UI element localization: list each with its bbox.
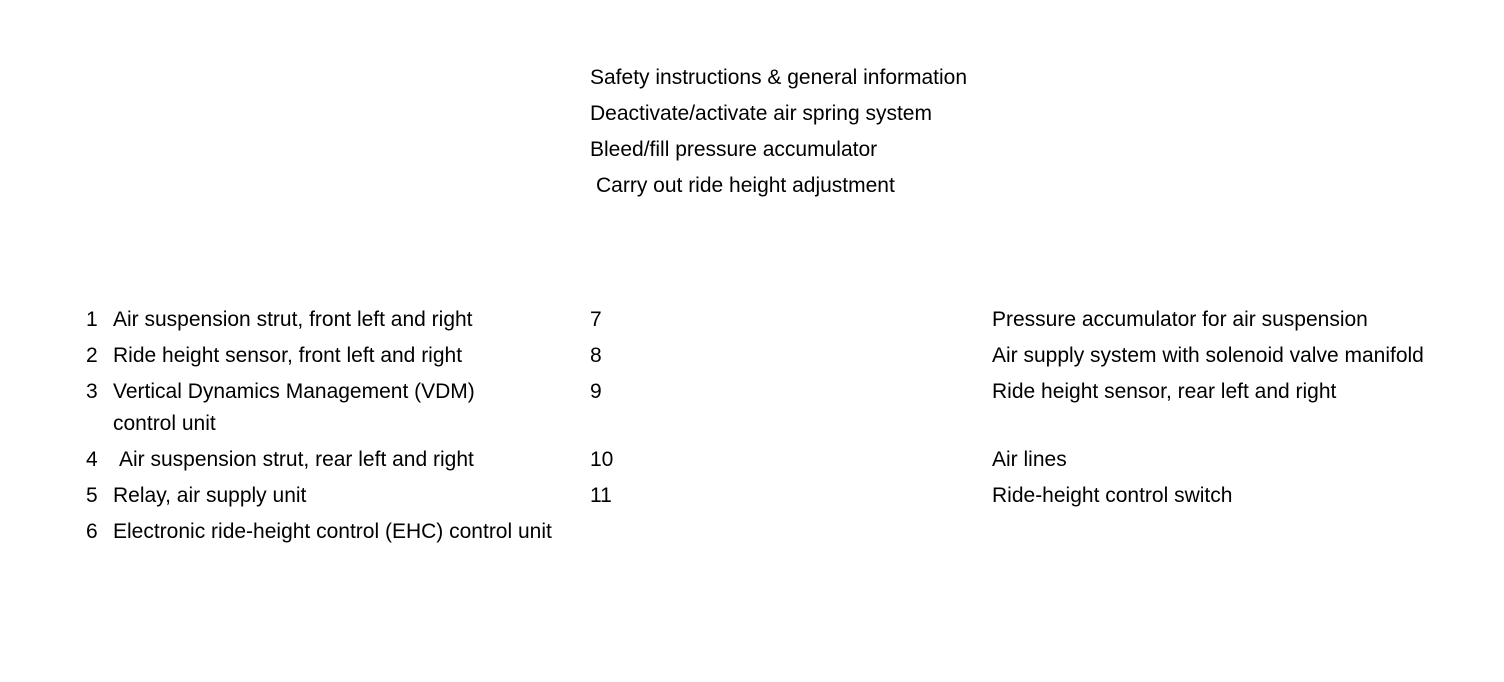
legend-label: Ride height sensor, front left and right (113, 344, 463, 367)
related-procedures-list (590, 62, 970, 206)
legend-number: 8 (590, 344, 602, 367)
legend-number: 5 (86, 484, 98, 507)
legend-label: Pressure accumulator for air suspension (992, 308, 1368, 331)
legend-number: 1 (86, 308, 98, 331)
legend-row (0, 516, 1504, 548)
link-bleed-fill-pressure-accumulator[interactable]: Bleed/fill pressure accumulator (590, 138, 878, 161)
legend-row (0, 304, 1504, 336)
legend-number: 7 (590, 308, 602, 331)
legend-label: Electronic ride-height control (EHC) control unit (113, 520, 552, 543)
legend-number: 4 (86, 448, 98, 471)
legend-number: 6 (86, 520, 98, 543)
legend-row (0, 340, 1504, 372)
legend-label: Ride-height control switch (992, 484, 1233, 507)
legend-label: Air suspension strut, rear left and right (119, 448, 474, 471)
legend-number: 2 (86, 344, 98, 367)
legend-label: Relay, air supply unit (113, 484, 307, 507)
link-safety-instructions[interactable]: Safety instructions & general information (590, 66, 968, 89)
legend-label: Vertical Dynamics Management (VDM) control unit (113, 380, 475, 435)
legend-row (0, 444, 1504, 476)
legend-label: Air supply system with solenoid valve manifold (992, 344, 1424, 367)
legend-label: Air suspension strut, front left and right (113, 308, 473, 331)
legend-row (0, 480, 1504, 512)
legend-number: 3 (86, 380, 98, 403)
legend-row (0, 376, 1504, 440)
legend-number: 9 (590, 380, 602, 403)
component-legend (0, 304, 1504, 552)
link-ride-height-adjustment[interactable]: Carry out ride height adjustment (596, 174, 895, 197)
legend-label: Ride height sensor, rear left and right (992, 380, 1337, 403)
legend-number: 10 (590, 448, 614, 471)
link-deactivate-activate-air-spring[interactable]: Deactivate/activate air spring system (590, 102, 932, 125)
legend-label: Air lines (992, 448, 1067, 471)
legend-number: 11 (590, 484, 612, 507)
